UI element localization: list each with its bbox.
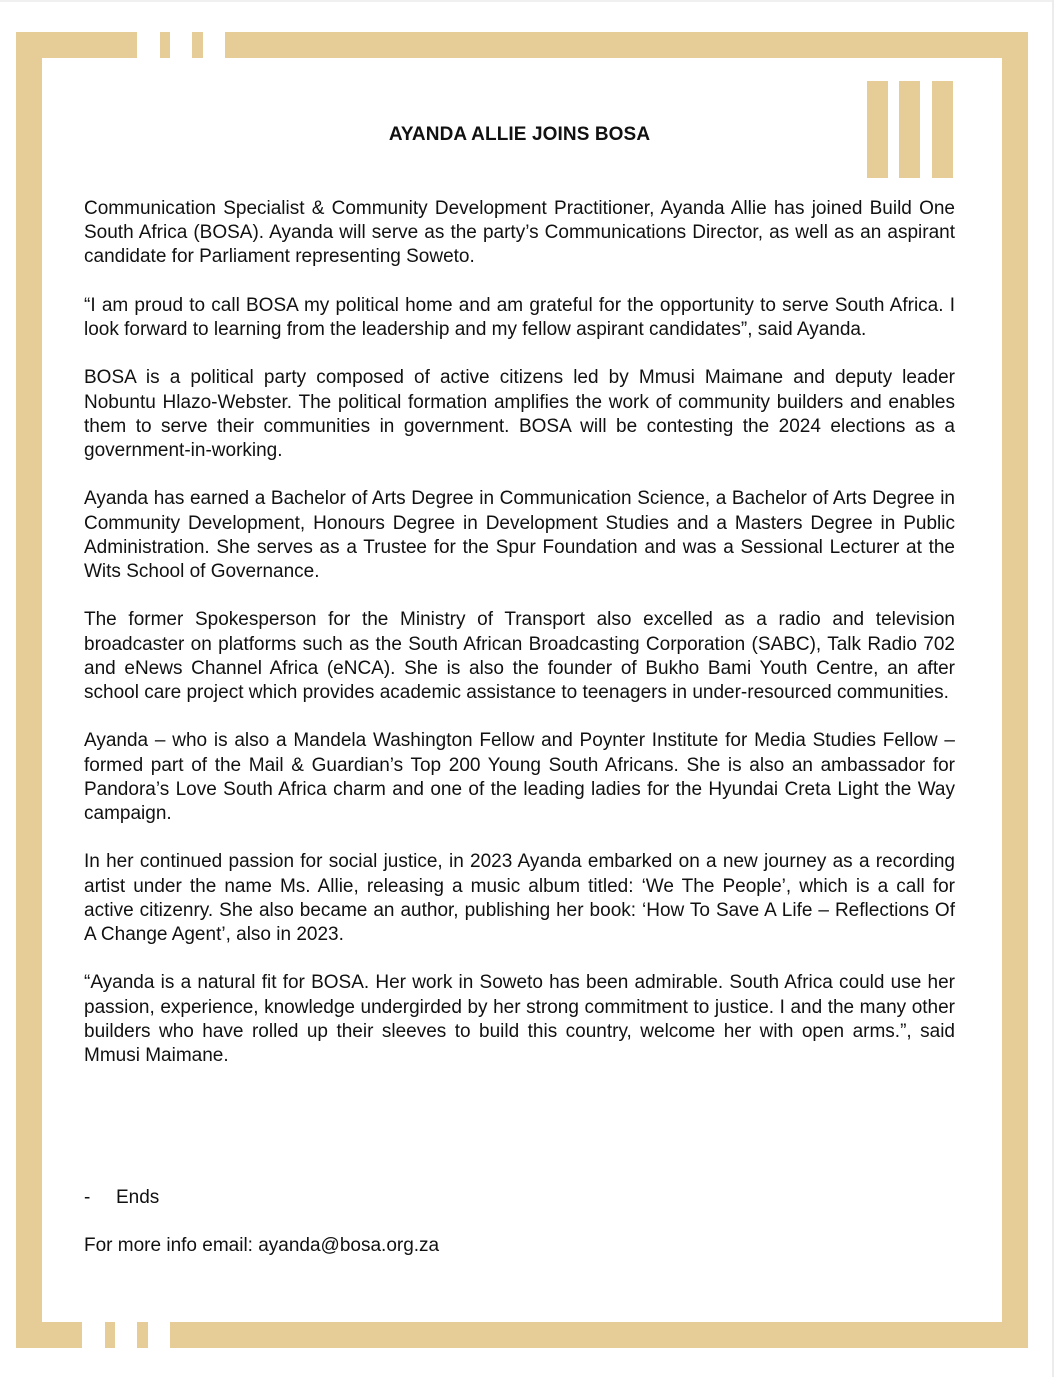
document-body: [84, 197, 955, 1092]
document-title: AYANDA ALLIE JOINS BOSA: [388, 124, 651, 145]
frame-bottom-left-segment: [16, 1322, 82, 1348]
paragraph-quote-maimane: “Ayanda is a natural fit for BOSA. Her work in Soweto has been admirable. South Africa could use her passion, experience, knowledge undergirded by her strong commitment to justice. I and the many other builders who have rolled up their sleeves to build this country, welcome her with open arms.”, said Mmusi Maimane.: [84, 972, 955, 1066]
paragraph-education: Ayanda has earned a Bachelor of Arts Degree in Communication Science, a Bachelor of Arts Degree in Community Development, Honours Degree in Development Studies and a Masters Degree in Public Administration. She serves as a Trustee for the Spur Foundation and was a Sessional Lecturer at the Wits School of Governance.: [84, 488, 955, 582]
frame-bottom-dash-1: [105, 1322, 115, 1348]
ends-bullet: -: [84, 1187, 91, 1208]
contact-email-line: For more info email: ayanda@bosa.org.za: [84, 1235, 440, 1256]
page-top-edge: [0, 0, 1054, 2]
frame-top-right-segment: [225, 32, 1028, 58]
paragraph-quote-ayanda: “I am proud to call BOSA my political home and am grateful for the opportunity to serve South Africa. I look forward to learning from the leadership and my fellow aspirant candidates”, said Ayanda.: [84, 294, 955, 340]
paragraph-fellowships: Ayanda – who is also a Mandela Washington Fellow and Poynter Institute for Media Studies Fellow – formed part of the Mail & Guardian’s Top 200 Young South Africans. She is also an ambassador for Pandora’s Love South Africa charm and one of the leading ladies for the Hyundai Creta Light the Way campaign.: [84, 730, 955, 824]
frame-bottom-dash-2: [137, 1322, 148, 1348]
ends-label: Ends: [116, 1187, 160, 1208]
frame-bottom-right-segment: [170, 1322, 1028, 1348]
frame-left-bar: [16, 32, 42, 1348]
ends-marker: [84, 1186, 159, 1210]
paragraph-broadcasting: The former Spokesperson for the Ministry of Transport also excelled as a radio and television broadcaster on platforms such as the South African Broadcasting Corporation (SABC), Talk Radio 702 and eNews Channel Africa (eNCA). She is also the founder of Bukho Bami Youth Centre, an after school care project which provides academic assistance to teenagers in under-resourced communities.: [84, 609, 955, 703]
paragraph-music-book: In her continued passion for social justice, in 2023 Ayanda embarked on a new journey as a recording artist under the name Ms. Allie, releasing a music album titled: ‘We The People’, which is a call for active citizenry. She also became an author, publishing her book: ‘How To Save A Life – Reflections Of A Change Agent’, also in 2023.: [84, 851, 955, 945]
paragraph-announcement: Communication Specialist & Community Development Practitioner, Ayanda Allie has joined Build One South Africa (BOSA). Ayanda will serve as the party’s Communications Director, as well as an aspirant candidate for Parliament representing Soweto.: [84, 198, 955, 268]
frame-top-dash-2: [192, 32, 203, 58]
paragraph-about-bosa: BOSA is a political party composed of active citizens led by Mmusi Maimane and deputy leader Nobuntu Hlazo-Webster. The political formation amplifies the work of community builders and enables them to serve their communities in government. BOSA will be contesting the 2024 elections as a government-in-working.: [84, 367, 955, 461]
frame-right-bar: [1002, 32, 1028, 1348]
frame-top-dash-1: [160, 32, 170, 58]
